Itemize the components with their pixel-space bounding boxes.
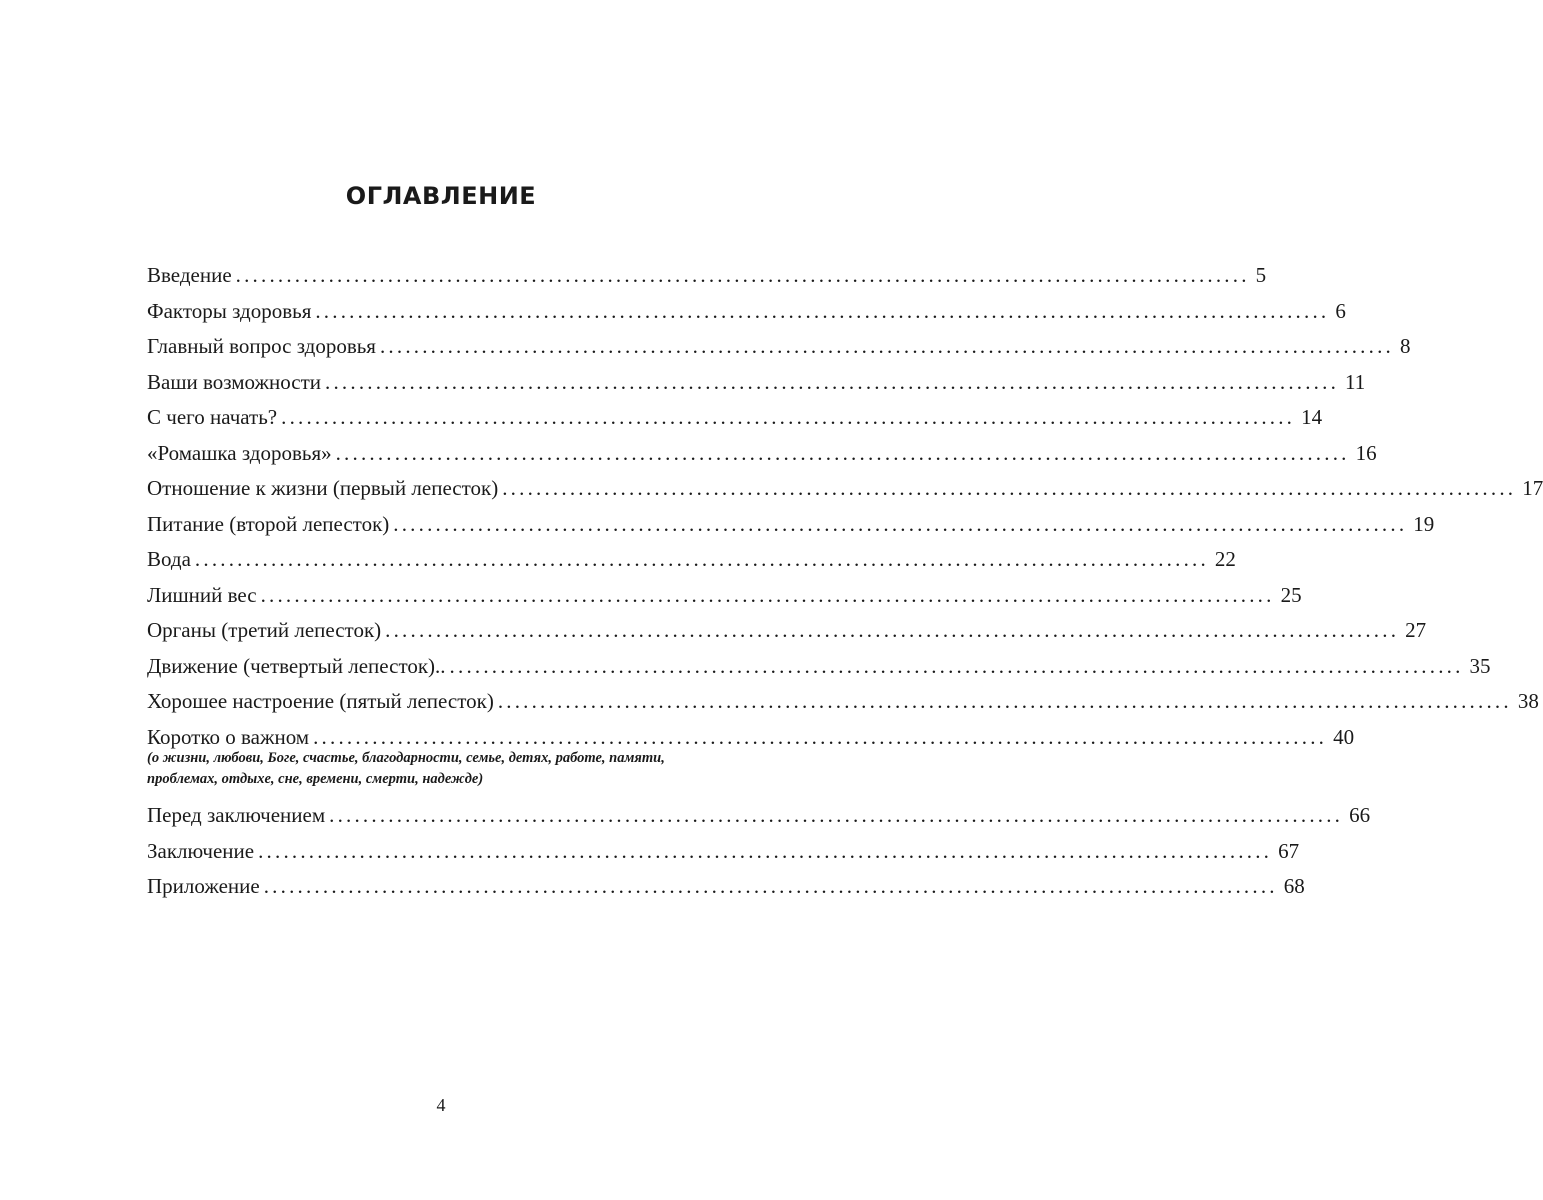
toc-entry-title: Введение <box>147 263 232 287</box>
toc-entry-title: «Ромашка здоровья» <box>147 440 332 465</box>
toc-entry <box>147 720 1355 791</box>
toc-line <box>147 869 1305 905</box>
table-of-contents <box>147 258 1543 905</box>
toc-entry-subtitle: (о жизни, любови, Боге, счастье, благодарности, семье, детях, работе, памяти, проблемах, отдыхе, сне, времени, смерти, надежде) <box>147 750 665 787</box>
toc-entry <box>147 578 1302 614</box>
toc-line <box>147 365 1366 401</box>
toc-entry-title: Заключение <box>147 838 255 863</box>
dot-leader: ........................................................................................................................ <box>335 440 1350 465</box>
dot-leader: ........................................................................................................................ <box>260 582 1275 607</box>
toc-entry-title: Ваши возможности <box>147 369 322 394</box>
dot-leader: ........................................................................................................................ <box>235 263 1250 287</box>
toc-entry-page: 19 <box>1413 511 1435 536</box>
toc-line <box>147 294 1346 330</box>
dot-leader: ........................................................................................................................ <box>315 298 1330 323</box>
toc-entry <box>147 258 1267 294</box>
toc-entry <box>147 834 1300 870</box>
dot-leader: ........................................................................................................................ <box>497 689 1512 713</box>
toc-line <box>147 258 1267 294</box>
toc-line <box>147 436 1377 472</box>
toc-entry <box>147 649 1491 685</box>
toc-entry-page: 66 <box>1349 803 1371 827</box>
dot-leader: ........................................................................................................................ <box>329 803 1344 827</box>
toc-entry-title: Вода <box>147 547 191 571</box>
dot-leader: ........................................................................................................................ <box>194 547 1209 571</box>
dot-leader: ........................................................................................................................ <box>393 511 1408 536</box>
toc-line <box>147 400 1323 436</box>
toc-entry <box>147 329 1411 365</box>
toc-entry-page: 11 <box>1345 369 1366 394</box>
toc-line <box>147 542 1236 578</box>
toc-line <box>147 649 1491 685</box>
toc-entry-title: Коротко о важном <box>147 724 310 749</box>
dot-leader: ........................................................................................................................ <box>379 334 1394 358</box>
toc-entry <box>147 471 1543 507</box>
toc-entry-title: Перед заключением <box>147 803 326 827</box>
toc-entry-page: 35 <box>1469 653 1491 678</box>
toc-entry-title: Приложение <box>147 874 260 898</box>
toc-entry <box>147 613 1427 649</box>
toc-entry-title: Органы (третий лепесток) <box>147 618 382 642</box>
toc-entry-page: 6 <box>1335 298 1346 323</box>
toc-line <box>147 613 1427 649</box>
toc-line <box>147 329 1411 365</box>
toc-entry-title: Движение (четвертый лепесток).. <box>147 653 446 678</box>
dot-leader: ........................................................................................................................ <box>313 724 1328 749</box>
toc-entry-page: 68 <box>1283 874 1305 898</box>
toc-entry-title: Факторы здоровья <box>147 298 312 323</box>
toc-line <box>147 798 1371 834</box>
toc-entry-page: 27 <box>1405 618 1427 642</box>
toc-line <box>147 834 1300 870</box>
dot-leader: ........................................................................................................................ <box>258 838 1273 863</box>
page-number: 4 <box>436 1095 446 1115</box>
toc-entry-title: Главный вопрос здоровья <box>147 334 376 358</box>
toc-entry <box>147 294 1346 330</box>
toc-entry <box>147 436 1377 472</box>
dot-leader: ........................................................................................................................ <box>281 405 1296 429</box>
toc-entry <box>147 365 1366 401</box>
toc-entry-title: Хорошее настроение (пятый лепесток) <box>147 689 494 713</box>
toc-entry-title: Отношение к жизни (первый лепесток) <box>147 476 499 500</box>
toc-entry-page: 8 <box>1399 334 1411 358</box>
toc-entry-page: 14 <box>1301 405 1323 429</box>
dot-leader: ........................................................................................................................ <box>385 618 1400 642</box>
toc-entry <box>147 869 1305 905</box>
toc-entry <box>147 542 1236 578</box>
toc-entry <box>147 400 1323 436</box>
toc-entry <box>147 507 1435 543</box>
toc-entry-page: 17 <box>1522 476 1543 500</box>
toc-entry-page: 67 <box>1278 838 1300 863</box>
toc-entry-title: Питание (второй лепесток) <box>147 511 390 536</box>
toc-entry-title: С чего начать? <box>147 405 278 429</box>
toc-entry <box>147 798 1371 834</box>
toc-line <box>147 578 1302 614</box>
toc-entry-page: 38 <box>1517 689 1539 713</box>
toc-entry-title: Лишний вес <box>147 582 257 607</box>
dot-leader: ........................................................................................................................ <box>263 874 1278 898</box>
toc-entry-page: 22 <box>1214 547 1236 571</box>
toc-entry-page: 5 <box>1255 263 1267 287</box>
toc-line <box>147 684 1539 720</box>
toc-entry-page: 40 <box>1333 724 1355 749</box>
dot-leader: ........................................................................................................................ <box>325 369 1340 394</box>
dot-leader: ........................................................................................................................ <box>449 653 1464 678</box>
page-title: ОГЛАВЛЕНИЕ <box>345 182 537 210</box>
toc-entry <box>147 684 1539 720</box>
toc-line <box>147 507 1435 543</box>
toc-line <box>147 471 1543 507</box>
toc-entry-page: 16 <box>1355 440 1377 465</box>
toc-entry-page: 25 <box>1280 582 1302 607</box>
dot-leader: ........................................................................................................................ <box>502 476 1517 500</box>
